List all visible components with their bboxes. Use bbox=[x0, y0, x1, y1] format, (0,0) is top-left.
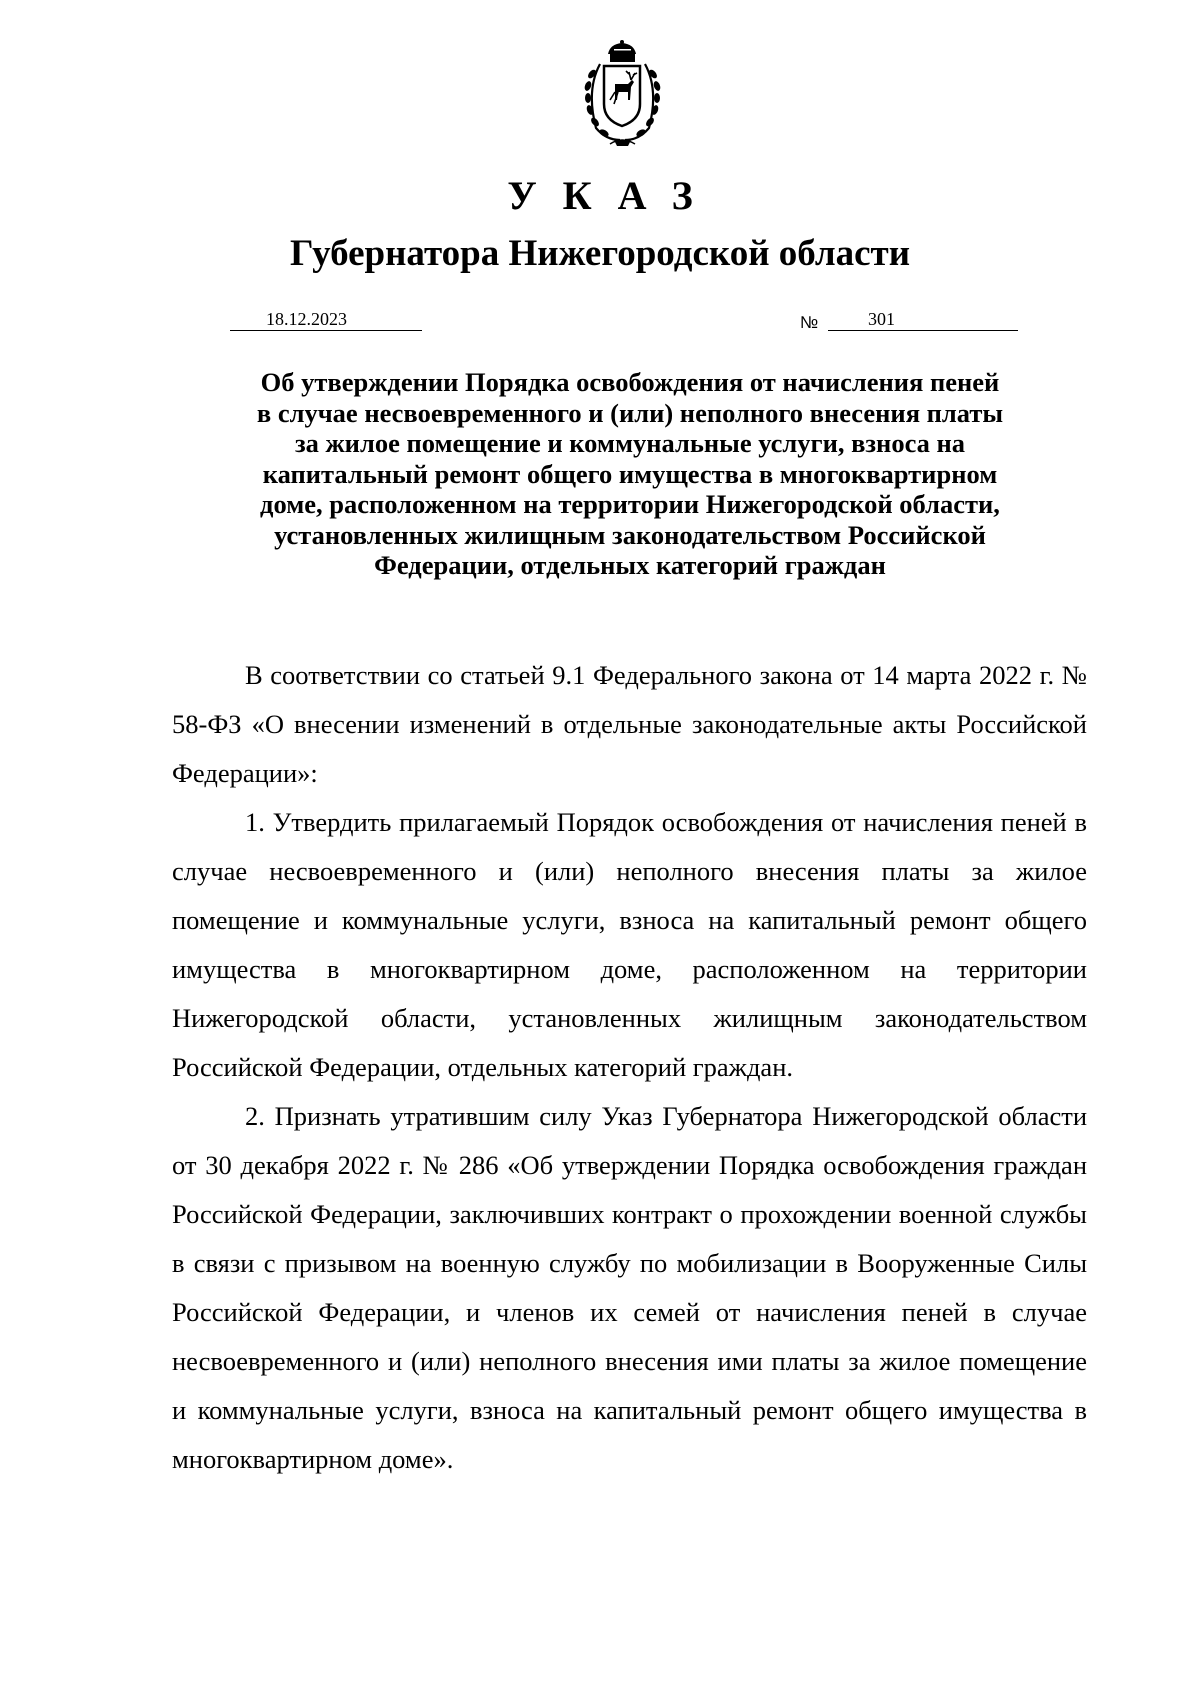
subject-line: Федерации, отдельных категорий граждан bbox=[374, 550, 886, 580]
decree-number: 301 bbox=[868, 309, 895, 329]
nizhny-novgorod-coat-of-arms-icon bbox=[570, 40, 675, 150]
date-field bbox=[230, 308, 422, 331]
issuer-title: Губернатора Нижегородской области bbox=[289, 233, 911, 274]
subject-line: капитальный ремонт общего имущества в многоквартирном bbox=[262, 458, 998, 489]
decree-title: УКАЗ bbox=[507, 173, 719, 218]
decree-subject bbox=[200, 367, 1060, 581]
number-sign: № bbox=[800, 313, 819, 332]
item-2-paragraph: 2. Признать утратившим силу Указ Губернатора Нижегородской области от 30 декабря 2022 г. № 286 «Об утверждении Порядка освобождения граждан Российской Федерации, заключивших контракт о прохождении военной службы в связи с призывом на военную службу по мобилизации в Вооруженные Силы Российской Федерации, и членов их семей от начисления пеней в случае несвоевременного и (или) неполного внесения ими платы за жилое помещение и коммунальные услуги, взноса на капитальный ремонт общего имущества в многоквартирном доме». bbox=[172, 1101, 1087, 1474]
preamble-paragraph: В соответствии со статьей 9.1 Федерального закона от 14 марта 2022 г. № 58-ФЗ «О внесении изменений в отдельные законодательные акты Российской Федерации»: bbox=[172, 660, 1087, 788]
subject-line: в случае несвоевременного и (или) неполного внесения платы bbox=[256, 397, 1004, 428]
decree-date: 18.12.2023 bbox=[266, 309, 347, 329]
decree-body bbox=[172, 651, 1087, 1484]
number-field bbox=[828, 308, 1018, 331]
subject-line: Об утверждении Порядка освобождения от начисления пеней bbox=[260, 367, 1000, 397]
subject-line: доме, расположенном на территории Нижегородской области, bbox=[260, 489, 1000, 519]
subject-line: за жилое помещение и коммунальные услуги, взноса на bbox=[294, 428, 966, 458]
subject-line: установленных жилищным законодательством Российской bbox=[274, 519, 986, 550]
item-1-paragraph: 1. Утвердить прилагаемый Порядок освобождения от начисления пеней в случае несвоевременного и (или) неполного внесения платы за жилое помещение и коммунальные услуги, взноса на капитальный ремонт общего имущества в многоквартирном доме, расположенном на территории Нижегородской области, установленных жилищным законодательством Российской Федерации, отдельных категорий граждан. bbox=[172, 807, 1087, 1082]
